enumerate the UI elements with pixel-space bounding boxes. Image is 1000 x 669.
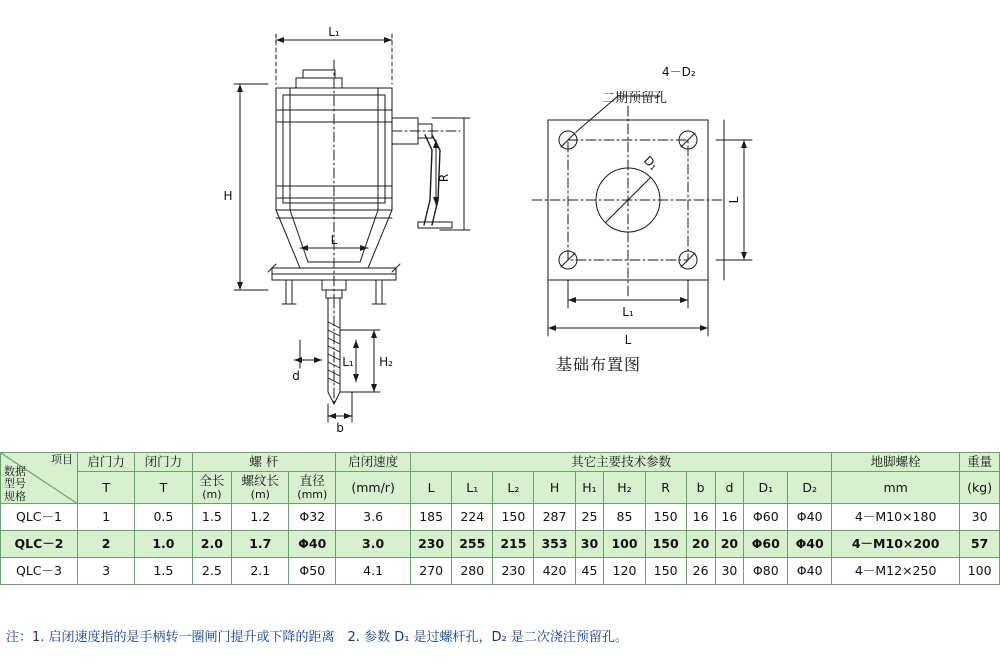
cell-model: QLC－2 [1,531,78,558]
header-speed: 启闭速度 [336,453,411,472]
cell-D2: Φ40 [788,504,832,531]
header-weight: 重量 [960,453,1000,472]
header-R: R [645,472,686,504]
table-row [1,531,1000,558]
spec-table-body [1,504,1000,585]
header-L2: L₂ [493,472,534,504]
cell-L1: 255 [452,531,493,558]
cell-anchor: 4－M10×180 [832,504,960,531]
cell-L2: 150 [493,504,534,531]
cell-thread-len: 1.2 [232,504,289,531]
label-L-right: L [727,196,741,204]
header-L1: L₁ [452,472,493,504]
cell-b: 26 [686,558,715,585]
cell-L1: 224 [452,504,493,531]
cell-d: 30 [715,558,744,585]
cell-close-force: 0.5 [135,504,192,531]
footnote: 注：1. 启闭速度指的是手柄转一圈闸门提升或下降的距离 2. 参数 D₁ 是过螺杆孔，D₂ 是二次浇注预留孔。 [6,630,628,645]
cell-screw-len: 2.5 [192,558,232,585]
cell-close-force: 1.5 [135,558,192,585]
header-H: H [534,472,575,504]
header-close-force-unit: T [135,472,192,504]
label-L-bottom: L [624,333,632,347]
cell-screw-len: 2.0 [192,531,232,558]
table-corner-cell [1,453,78,504]
cell-L: 230 [411,531,452,558]
cell-screw-len: 1.5 [192,504,232,531]
header-d: d [715,472,744,504]
header-row-2 [1,472,1000,504]
cell-D1: Φ80 [744,558,788,585]
header-H2: H₂ [604,472,645,504]
cell-speed: 3.6 [336,504,411,531]
cell-thread-len: 1.7 [232,531,289,558]
header-thread-len-label: 螺纹长 [241,473,280,489]
cell-H: 353 [534,531,575,558]
cell-H: 420 [534,558,575,585]
header-thread-len-unit: (m) [250,487,270,501]
cell-model: QLC－3 [1,558,78,585]
table-row [1,558,1000,585]
header-thread-len [232,472,289,504]
header-b: b [686,472,715,504]
header-speed-unit: (mm/r) [336,472,411,504]
cell-H2: 120 [604,558,645,585]
header-diameter-label: 直径 [299,473,325,489]
label-L1-small: L₁ [342,355,354,369]
label-L-mid: L [330,233,338,247]
cell-d: 16 [715,504,744,531]
header-open-force-unit: T [78,472,135,504]
cell-model: QLC－1 [1,504,78,531]
cell-weight: 30 [960,504,1000,531]
cell-open-force: 2 [78,531,135,558]
cell-H1: 25 [575,504,604,531]
header-screw: 螺 杆 [192,453,336,472]
header-diameter [289,472,336,504]
header-L: L [411,472,452,504]
cell-H2: 85 [604,504,645,531]
header-diameter-unit: (mm) [297,487,328,501]
cell-H: 287 [534,504,575,531]
table-row [1,504,1000,531]
spec-table-head [1,453,1000,504]
cell-D2: Φ40 [788,558,832,585]
label-L1-top: L₁ [328,25,340,39]
label-H: H [223,189,233,203]
header-D2: D₂ [788,472,832,504]
cell-L1: 280 [452,558,493,585]
header-weight-unit: (kg) [960,472,1000,504]
cell-L2: 215 [493,531,534,558]
cell-anchor: 4－M12×250 [832,558,960,585]
header-screw-len-unit: (m) [202,487,222,501]
label-H2: H₂ [379,355,393,369]
cell-H1: 30 [575,531,604,558]
header-D1: D₁ [744,472,788,504]
label-D1: D₁ [640,153,661,174]
cell-diameter: Φ32 [289,504,336,531]
base-layout-caption: 基础布置图 [556,355,642,374]
cell-R: 150 [645,531,686,558]
cell-b: 20 [686,531,715,558]
cell-speed: 4.1 [336,558,411,585]
header-close-force: 闭门力 [135,453,192,472]
header-row-1 [1,453,1000,472]
label-reserved-hole: 二期预留孔 [602,91,668,106]
header-H1: H₁ [575,472,604,504]
cell-open-force: 1 [78,504,135,531]
cell-D2: Φ40 [788,531,832,558]
header-screw-len-label: 全长 [199,473,225,489]
cell-thread-len: 2.1 [232,558,289,585]
spec-table [0,452,1000,585]
cell-R: 150 [645,558,686,585]
cell-diameter: Φ40 [289,531,336,558]
cell-speed: 3.0 [336,531,411,558]
header-other-params: 其它主要技术参数 [411,453,832,472]
corner-data-label: 数据 [4,465,26,478]
cell-D1: Φ60 [744,531,788,558]
cell-H2: 100 [604,531,645,558]
label-4-D2: 4－D₂ [662,65,696,79]
cell-anchor: 4－M10×200 [832,531,960,558]
cell-weight: 100 [960,558,1000,585]
cell-D1: Φ60 [744,504,788,531]
cell-d: 20 [715,531,744,558]
header-anchor-bolt: 地脚螺栓 [832,453,960,472]
header-open-force: 启门力 [78,453,135,472]
cell-weight: 57 [960,531,1000,558]
label-R: R [437,173,451,183]
cell-L: 270 [411,558,452,585]
cell-open-force: 3 [78,558,135,585]
cell-R: 150 [645,504,686,531]
spec-table-container [0,452,1000,585]
cell-L: 185 [411,504,452,531]
cell-H1: 45 [575,558,604,585]
corner-item-label: 项目 [51,453,73,466]
label-b: b [336,421,344,435]
cell-b: 16 [686,504,715,531]
header-anchor-unit: mm [832,472,960,504]
cell-diameter: Φ50 [289,558,336,585]
cell-close-force: 1.0 [135,531,192,558]
header-screw-len [192,472,232,504]
cell-L2: 230 [493,558,534,585]
label-L1-bottom: L₁ [622,305,634,319]
label-d: d [292,369,300,383]
corner-model-label: 型号 规格 [4,477,26,503]
